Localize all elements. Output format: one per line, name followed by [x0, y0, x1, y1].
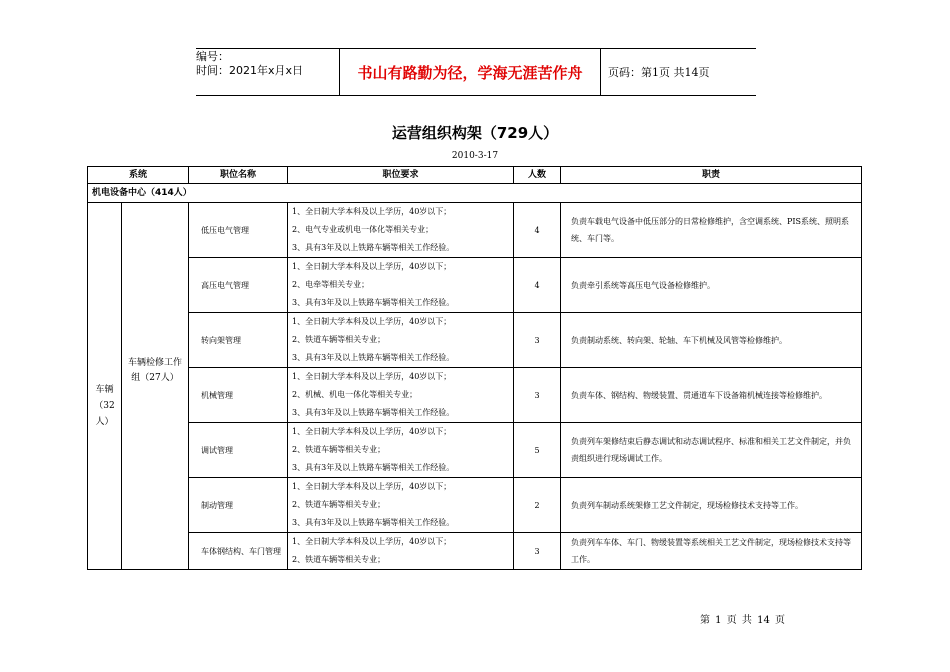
- requirements-cell: [288, 533, 514, 570]
- header-count: 人数: [514, 167, 561, 184]
- header-left: [196, 49, 338, 96]
- requirement-line: 2、铁道车辆等相关专业；: [292, 500, 386, 509]
- table-row: [88, 203, 862, 258]
- header-duty: 职责: [561, 167, 862, 184]
- requirement-line: 2、机械、机电一体化等相关专业；: [292, 390, 418, 399]
- count-cell: 4: [514, 203, 561, 258]
- requirement-line: 3、具有3年及以上铁路车辆等相关工作经验。: [292, 408, 455, 417]
- duty-cell: 负责制动系统、转向架、轮轴、车下机械及风管等检修维护。: [561, 313, 862, 368]
- document-date: 2010-3-17: [451, 151, 499, 161]
- count-cell: 3: [514, 313, 561, 368]
- header-position: 职位名称: [189, 167, 288, 184]
- requirement-line: 2、铁道车辆等相关专业；: [292, 335, 386, 344]
- requirement-line: 1、全日制大学本科及以上学历，40岁以下；: [292, 427, 452, 436]
- count-cell: 2: [514, 478, 561, 533]
- requirement-line: 1、全日制大学本科及以上学历，40岁以下；: [292, 537, 452, 546]
- count-cell: 3: [514, 533, 561, 570]
- position-cell: 调试管理: [189, 423, 288, 478]
- table-row: [88, 478, 862, 533]
- page-title: 运营组织构架（729人）: [391, 124, 559, 142]
- requirement-line: 2、铁道车辆等相关专业；: [292, 555, 386, 564]
- requirement-line: 1、全日制大学本科及以上学历，40岁以下；: [292, 317, 452, 326]
- table-row: [88, 313, 862, 368]
- table-header-row: [88, 167, 862, 184]
- count-cell: 5: [514, 423, 561, 478]
- requirements-cell: [288, 313, 514, 368]
- position-cell: 高压电气管理: [189, 258, 288, 313]
- position-cell: 制动管理: [189, 478, 288, 533]
- section-title: 机电设备中心（414人）: [88, 184, 862, 203]
- position-cell: 机械管理: [189, 368, 288, 423]
- requirements-cell: [288, 423, 514, 478]
- page-footer: 第 1 页 共 14 页: [700, 615, 785, 626]
- group-cell: 车辆检修工作组（27人）: [122, 203, 189, 570]
- requirements-cell: [288, 203, 514, 258]
- header-system: 系统: [88, 167, 189, 184]
- count-cell: 4: [514, 258, 561, 313]
- duty-cell: 负责列车架修结束后静态调试和动态调试程序、标准和相关工艺文件制定，并负责组织进行现场调试工作。: [561, 423, 862, 478]
- duty-cell: 负责车载电气设备中低压部分的日常检修维护，含空调系统、PIS系统、照明系统、车门等。: [561, 203, 862, 258]
- org-table: [87, 166, 862, 570]
- requirement-line: 1、全日制大学本科及以上学历，40岁以下；: [292, 372, 452, 381]
- requirement-line: 1、全日制大学本科及以上学历，40岁以下；: [292, 262, 452, 271]
- page-code: 页码：第1页 共14页: [608, 66, 710, 79]
- table-row: [88, 258, 862, 313]
- count-cell: 3: [514, 368, 561, 423]
- section-row: [88, 184, 862, 203]
- requirement-line: 3、具有3年及以上铁路车辆等相关工作经验。: [292, 298, 455, 307]
- table-row: [88, 368, 862, 423]
- duty-cell: 负责列车车体、车门、物缓装置等系统相关工艺文件制定，现场检修技术支持等工作。: [561, 533, 862, 570]
- requirement-line: 3、具有3年及以上铁路车辆等相关工作经验。: [292, 353, 455, 362]
- number-label: 编号：: [196, 50, 229, 63]
- time-label: 时间：2021年x月x日: [196, 64, 304, 77]
- motto: 书山有路勤为径，学海无涯苦作舟: [339, 49, 601, 95]
- position-cell: 低压电气管理: [189, 203, 288, 258]
- requirement-line: 3、具有3年及以上铁路车辆等相关工作经验。: [292, 463, 455, 472]
- header-requirements: 职位要求: [288, 167, 514, 184]
- duty-cell: 负责牵引系统等高压电气设备检修维护。: [561, 258, 862, 313]
- duty-cell: 负责车体、钢结构、物缓装置、贯通道车下设备箱机械连接等检修维护。: [561, 368, 862, 423]
- requirement-line: 3、具有3年及以上铁路车辆等相关工作经验。: [292, 243, 455, 252]
- requirements-cell: [288, 478, 514, 533]
- table-row: [88, 533, 862, 570]
- system-cell: 车辆（32人）: [88, 203, 122, 570]
- requirement-line: 2、电牵等相关专业；: [292, 280, 370, 289]
- requirement-line: 1、全日制大学本科及以上学历，40岁以下；: [292, 482, 452, 491]
- requirement-line: 2、电气专业或机电一体化等相关专业；: [292, 225, 434, 234]
- requirement-line: 2、铁道车辆等相关专业；: [292, 445, 386, 454]
- requirements-cell: [288, 368, 514, 423]
- position-cell: 转向架管理: [189, 313, 288, 368]
- requirement-line: 3、具有3年及以上铁路车辆等相关工作经验。: [292, 518, 455, 527]
- duty-cell: 负责列车制动系统架修工艺文件制定，现场检修技术支持等工作。: [561, 478, 862, 533]
- requirement-line: 1、全日制大学本科及以上学历，40岁以下；: [292, 207, 452, 216]
- requirements-cell: [288, 258, 514, 313]
- table-row: [88, 423, 862, 478]
- position-cell: 车体钢结构、车门管理: [189, 533, 288, 570]
